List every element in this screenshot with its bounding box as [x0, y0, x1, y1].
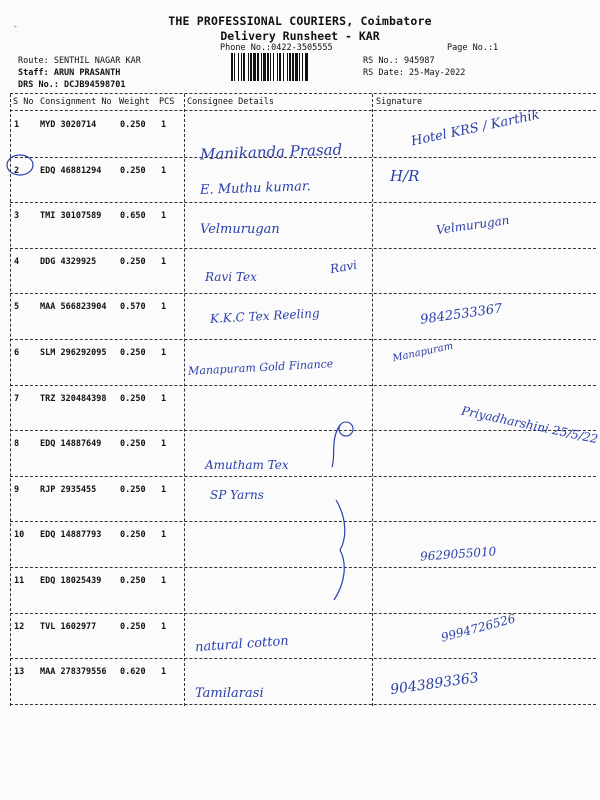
- row-signature: Priyadharshini 25/5/22: [460, 403, 600, 447]
- row-consignee: E. Muthu kumar.: [199, 178, 312, 198]
- row-pcs: 1: [161, 621, 167, 632]
- row-weight: 0.250: [120, 120, 146, 130]
- table-row: [0, 295, 600, 335]
- table-row: [0, 204, 600, 244]
- table-row: [0, 660, 600, 700]
- col-header-consignee: Consignee Details: [187, 97, 274, 107]
- row-separator: [10, 248, 596, 249]
- row-sno: 13: [14, 667, 25, 678]
- circled-row-mark: [4, 152, 38, 178]
- row-sno: 9: [14, 484, 20, 495]
- signature-bracket-9: [328, 495, 358, 605]
- rs-date: RS Date: 25-May-2022: [363, 68, 466, 78]
- row-signature: 9994726526: [439, 610, 517, 645]
- row-weight: 0.620: [120, 667, 146, 678]
- row-consignment-no: RJP 2935455: [40, 484, 97, 495]
- row-weight: 0.250: [120, 256, 146, 267]
- barcode-icon: [231, 53, 354, 81]
- row-signature: Manapuram: [391, 340, 455, 365]
- table-row: [0, 107, 600, 164]
- col-header-pcs: PCS: [159, 97, 175, 107]
- row-consignee: Velmurugan: [200, 222, 280, 238]
- drs-number: DRS No.: DCJB94598701: [18, 80, 126, 90]
- row-consignment-no: MAA 566823904: [40, 302, 107, 313]
- row-consignee: Manikanda Prasad: [199, 140, 343, 164]
- row-consignee: Tamilarasi: [195, 686, 264, 702]
- row-sno: 1: [14, 120, 20, 130]
- row-consignee: SP Yarns: [210, 487, 264, 502]
- row-sno: 7: [14, 393, 20, 404]
- row-weight: 0.250: [120, 576, 146, 586]
- row-consignee: Manapuram Gold Finance: [187, 357, 334, 378]
- table-row: [0, 403, 600, 473]
- header-bottom-rule: [10, 110, 596, 111]
- table-row: [0, 610, 600, 655]
- row-consignment-no: TVL 1602977: [40, 621, 97, 632]
- col-header-consignment: Consignment No: [40, 97, 112, 107]
- row-pcs: 1: [161, 439, 167, 450]
- table-row: [0, 569, 600, 609]
- row-sno: 3: [14, 211, 20, 222]
- row-sno: 6: [14, 348, 20, 358]
- row-sno: 2: [14, 165, 20, 176]
- route-label: Route: SENTHIL NAGAR KAR: [18, 56, 141, 66]
- row-weight: 0.250: [120, 484, 146, 495]
- row-signature: 9842533367: [419, 301, 504, 329]
- row-pcs: 1: [161, 348, 167, 358]
- row-separator: [10, 658, 596, 659]
- row-pcs: 1: [161, 393, 167, 404]
- row-pcs: 1: [161, 211, 167, 222]
- row-sno: 11: [14, 576, 25, 586]
- page-title: THE PROFESSIONAL COURIERS, Coimbatore: [168, 14, 432, 28]
- row-pcs: 1: [161, 530, 167, 541]
- row-weight: 0.250: [120, 165, 146, 176]
- col-header-weight: Weight: [119, 97, 150, 107]
- row-signature: Velmurugan: [435, 213, 511, 238]
- row-weight: 0.570: [120, 302, 146, 313]
- col-header-signature: Signature: [376, 97, 423, 107]
- row-consignment-no: MYD 3020714: [40, 120, 97, 130]
- row-separator: [10, 157, 596, 158]
- row-consignment-no: EDQ 18025439: [40, 576, 102, 586]
- row-weight: 0.250: [120, 393, 146, 404]
- row-pcs: 1: [161, 302, 167, 313]
- corner-mark: -: [13, 22, 18, 31]
- row-separator: [10, 293, 596, 294]
- row-signature: 9629055010: [419, 544, 497, 565]
- row-separator: [10, 339, 596, 340]
- row-consignment-no: TRZ 320484398: [40, 393, 107, 404]
- page-number: Page No.:1: [447, 43, 499, 53]
- row-consignment-no: SLM 296292095: [40, 348, 107, 358]
- row-consignment-no: DDG 4329925: [40, 256, 97, 267]
- row-signature: Ravi: [328, 257, 359, 277]
- table-row: [0, 523, 600, 563]
- row-consignee: Ravi Tex: [205, 269, 257, 284]
- row-consignee: natural cotton: [194, 633, 290, 655]
- row-separator: [10, 567, 596, 568]
- row-pcs: 1: [161, 484, 167, 495]
- row-consignment-no: MAA 278379556: [40, 667, 107, 678]
- staff-label: Staff: ARUN PRASANTH: [18, 68, 121, 78]
- row-weight: 0.250: [120, 439, 146, 450]
- phone-number: Phone No.:0422-3505555: [220, 43, 333, 53]
- table-row: [0, 159, 600, 199]
- row-sno: 4: [14, 256, 20, 267]
- table-row: [0, 341, 600, 381]
- signature-bracket-8: [330, 395, 390, 475]
- row-pcs: 1: [161, 576, 167, 586]
- row-consignment-no: TMI 30107589: [40, 211, 102, 222]
- row-signature: 9043893363: [389, 670, 480, 699]
- col-header-sno: S No: [13, 97, 34, 107]
- row-separator: [10, 385, 596, 386]
- row-sno: 5: [14, 302, 20, 313]
- row-consignment-no: EDQ 14887793: [40, 530, 102, 541]
- row-pcs: 1: [161, 256, 167, 267]
- row-consignment-no: EDQ 46881294: [40, 165, 102, 176]
- row-pcs: 1: [161, 120, 167, 130]
- table-top-rule: [10, 93, 596, 94]
- row-weight: 0.250: [120, 348, 146, 358]
- rs-number: RS No.: 945987: [363, 56, 435, 66]
- row-consignee: Amutham Tex: [205, 458, 289, 473]
- row-pcs: 1: [161, 165, 167, 176]
- row-pcs: 1: [161, 667, 167, 678]
- table-row: [0, 250, 600, 290]
- row-weight: 0.250: [120, 530, 146, 541]
- row-separator: [10, 430, 596, 431]
- row-separator: [10, 521, 596, 522]
- row-signature: Hotel KRS / Karthik: [409, 107, 541, 150]
- table-row: [0, 478, 600, 518]
- page-subtitle: Delivery Runsheet - KAR: [220, 29, 380, 43]
- row-weight: 0.250: [120, 621, 146, 632]
- row-weight: 0.650: [120, 211, 146, 222]
- row-consignee: K.K.C Tex Reeling: [209, 306, 320, 327]
- row-separator: [10, 476, 596, 477]
- row-signature: H/R: [390, 166, 420, 185]
- row-sno: 12: [14, 621, 25, 632]
- row-sno: 8: [14, 439, 20, 450]
- row-separator: [10, 704, 596, 705]
- row-consignment-no: EDQ 14887649: [40, 439, 102, 450]
- row-separator: [10, 202, 596, 203]
- row-sno: 10: [14, 530, 25, 541]
